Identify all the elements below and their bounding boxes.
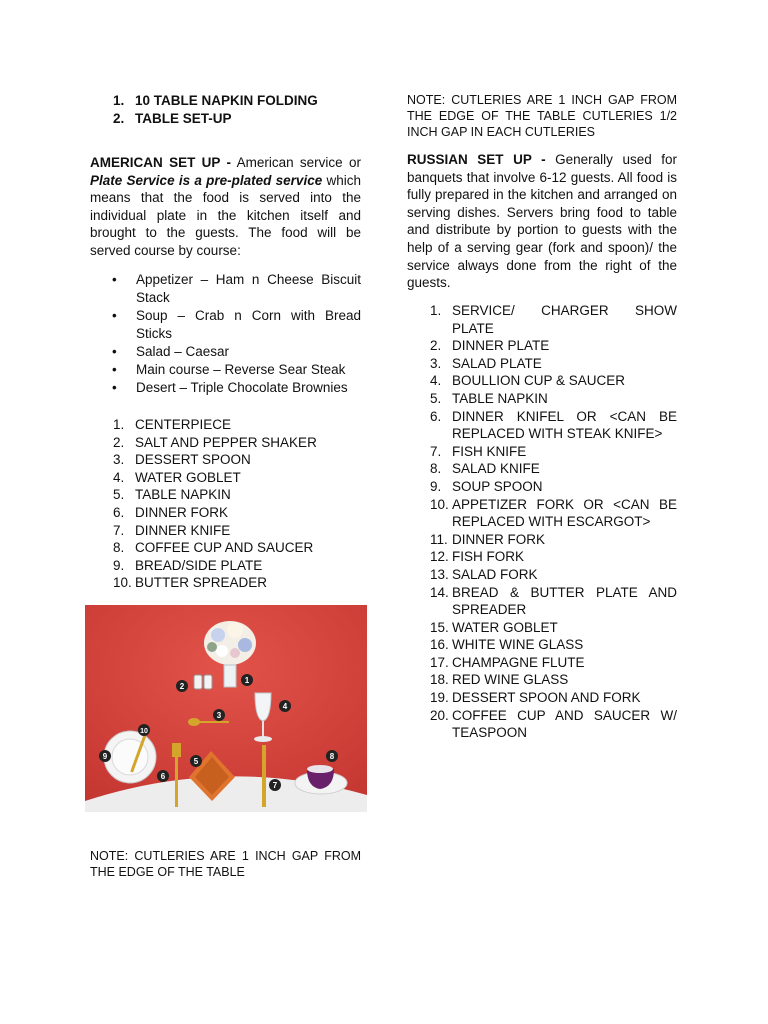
russian-item: 14. BREAD & BUTTER PLATE AND SPREADER [430,584,677,618]
setup-item: 3. DESSERT SPOON [113,452,251,468]
russian-item: 17. CHAMPAGNE FLUTE [430,654,585,670]
american-paragraph: AMERICAN SET UP - American service or Plate Service is a pre-plated service which means that the food is served into the individual plate in the kitchen itself and brought to the guests. The food will be served course by course: [90,155,361,258]
american-setup-list [90,416,361,592]
setup-item: 10. BUTTER SPREADER [113,575,268,591]
russian-item: 20. COFFEE CUP AND SAUCER W/ TEASPOON [430,707,677,741]
top-list-item: 2. TABLE SET-UP [113,110,232,126]
marker-2: 2 [179,682,185,691]
russian-note: NOTE: CUTLERIES ARE 1 INCH GAP FROM THE EDGE OF THE TABLE CUTLERIES 1/2 INCH GAP IN EACH CUTLERIES [407,93,677,140]
russian-item: 11. DINNER FORK [430,531,546,547]
course-list [90,271,361,397]
russian-item: 9. SOUP SPOON [430,478,543,494]
course-item: • Appetizer – Ham n Cheese Biscuit Stack [112,272,361,305]
russian-setup-list [407,302,677,742]
russian-item: 6. DINNER KNIFEL OR <CAN BE REPLACED WITH STEAK KNIFE> [430,408,677,442]
setup-item: 9. BREAD/SIDE PLATE [113,557,263,573]
marker-4: 4 [282,702,288,711]
russian-item: 3. SALAD PLATE [430,355,542,371]
table-setup-photo [85,605,367,812]
marker-5: 5 [193,757,199,766]
russian-item: 7. FISH KNIFE [430,443,527,459]
setup-item: 4. WATER GOBLET [113,469,241,485]
russian-paragraph: RUSSIAN SET UP - Generally used for banquets that involve 6-12 guests. All food is fully prepared in the kitchen and arranged on serving dishes. Servers bring food to table and distribute by portion to guests with the help of a serving gear (fork and spoon)/ the service always done from the right of the guests. [407,152,677,291]
russian-item: 5. TABLE NAPKIN [430,390,548,406]
setup-item: 6. DINNER FORK [113,504,229,520]
marker-1: 1 [244,676,250,685]
setup-item: 2. SALT AND PEPPER SHAKER [113,434,317,450]
course-item: • Main course – Reverse Sear Steak [112,362,346,377]
marker-3: 3 [216,711,222,720]
setup-item: 8. COFFEE CUP AND SAUCER [113,540,314,556]
russian-item: 18. RED WINE GLASS [430,672,569,688]
marker-6: 6 [160,772,166,781]
russian-item: 2. DINNER PLATE [430,338,550,354]
marker-7: 7 [272,781,278,790]
setup-item: 5. TABLE NAPKIN [113,487,231,503]
course-item: • Desert – Triple Chocolate Brownies [112,380,348,395]
course-item: • Salad – Caesar [112,344,230,359]
marker-10: 10 [140,728,148,735]
dinner-knife [262,745,266,807]
marker-8: 8 [329,752,335,761]
top-list [90,92,361,127]
russian-item: 16. WHITE WINE GLASS [430,637,584,653]
russian-item: 10. APPETIZER FORK OR <CAN BE REPLACED WITH ESCARGOT> [430,496,677,530]
top-list-item: 1. 10 TABLE NAPKIN FOLDING [113,93,318,108]
russian-item: 19. DESSERT SPOON AND FORK [430,690,641,706]
marker-9: 9 [102,752,108,761]
russian-item: 13. SALAD FORK [430,566,538,582]
american-note: NOTE: CUTLERIES ARE 1 INCH GAP FROM THE EDGE OF THE TABLE [90,849,361,880]
russian-item: 1. SERVICE/ CHARGER SHOW PLATE [430,303,677,336]
setup-item: 1. CENTERPIECE [113,417,232,432]
bread-plate [104,731,156,783]
russian-item: 8. SALAD KNIFE [430,461,540,477]
setup-item: 7. DINNER KNIFE [113,522,231,538]
russian-item: 12. FISH FORK [430,549,525,565]
russian-item: 4. BOULLION CUP & SAUCER [430,373,626,389]
russian-item: 15. WATER GOBLET [430,619,558,635]
course-item: • Soup – Crab n Corn with Bread Sticks [112,308,361,341]
